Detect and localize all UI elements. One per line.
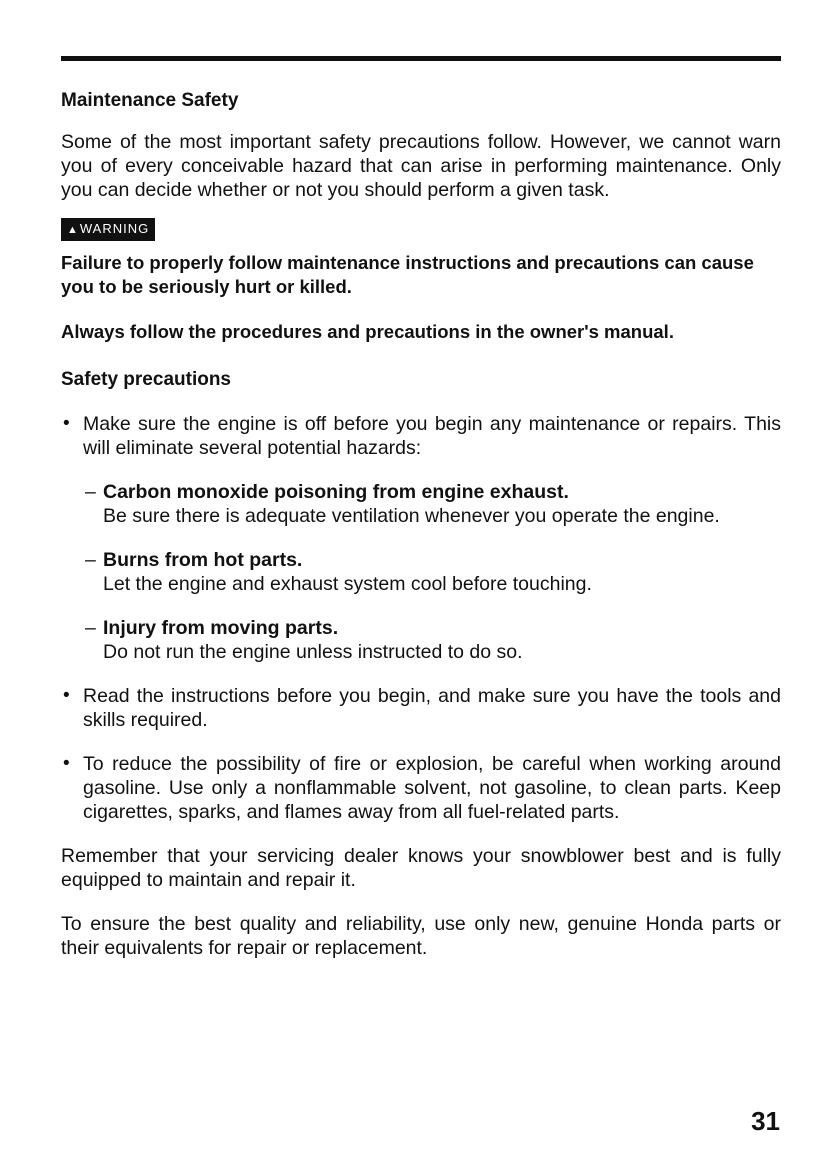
closing-paragraph: To ensure the best quality and reliability, use only new, genuine Honda parts or their equivalents for repair or replacement.: [61, 913, 781, 959]
page-number: 31: [751, 1106, 780, 1136]
warning-triangle-icon: ▲: [67, 224, 79, 236]
hazard-description: Do not run the engine unless instructed to do so.: [103, 641, 523, 663]
warning-badge: [61, 218, 155, 241]
precaution-item: [61, 684, 781, 732]
hazard-list: [61, 480, 781, 664]
hazard-title: Injury from moving parts.: [103, 617, 339, 639]
precautions-list: [61, 412, 781, 824]
precaution-item: [61, 752, 781, 824]
hazard-title: Burns from hot parts.: [103, 549, 303, 571]
always-follow-notice: Always follow the procedures and precautions in the owner's manual.: [61, 321, 674, 342]
closing-paragraph: Remember that your servicing dealer knows your snowblower best and is fully equipped to maintain and repair it.: [61, 845, 781, 891]
hazard-item: [83, 548, 781, 596]
dash-icon: –: [85, 549, 96, 571]
precaution-text: Make sure the engine is off before you begin any maintenance or repairs. This will eliminate several potential hazards:: [83, 413, 781, 459]
hazard-title: Carbon monoxide poisoning from engine exhaust.: [103, 481, 569, 503]
intro-paragraph: Some of the most important safety precautions follow. However, we cannot warn you of every conceivable hazard that can arise in performing maintenance. Only you can decide whether or not you should perform a given task.: [61, 131, 781, 201]
precaution-text: Read the instructions before you begin, and make sure you have the tools and skills required.: [83, 685, 781, 731]
bullet-icon: •: [63, 413, 70, 434]
precaution-text: To reduce the possibility of fire or explosion, be careful when working around gasoline. Use only a nonflammable solvent, not gasoline, to clean parts. Keep cigarettes, sparks, and flames away from all fuel-related parts.: [83, 753, 781, 823]
safety-precautions-heading: Safety precautions: [61, 369, 231, 390]
bullet-icon: •: [63, 685, 70, 706]
hazard-item: [83, 480, 781, 528]
section-title: Maintenance Safety: [61, 90, 239, 111]
hazard-description: Let the engine and exhaust system cool before touching.: [103, 573, 592, 595]
precaution-item: [61, 412, 781, 664]
hazard-item: [83, 616, 781, 664]
bullet-icon: •: [63, 753, 70, 774]
hazard-description: Be sure there is adequate ventilation whenever you operate the engine.: [103, 505, 720, 527]
manual-page: [61, 56, 781, 960]
warning-label: WARNING: [79, 221, 150, 236]
dash-icon: –: [85, 617, 96, 639]
top-rule: [61, 56, 781, 61]
warning-text: Failure to properly follow maintenance instructions and precautions can cause you to be seriously hurt or killed.: [61, 252, 754, 297]
dash-icon: –: [85, 481, 96, 503]
